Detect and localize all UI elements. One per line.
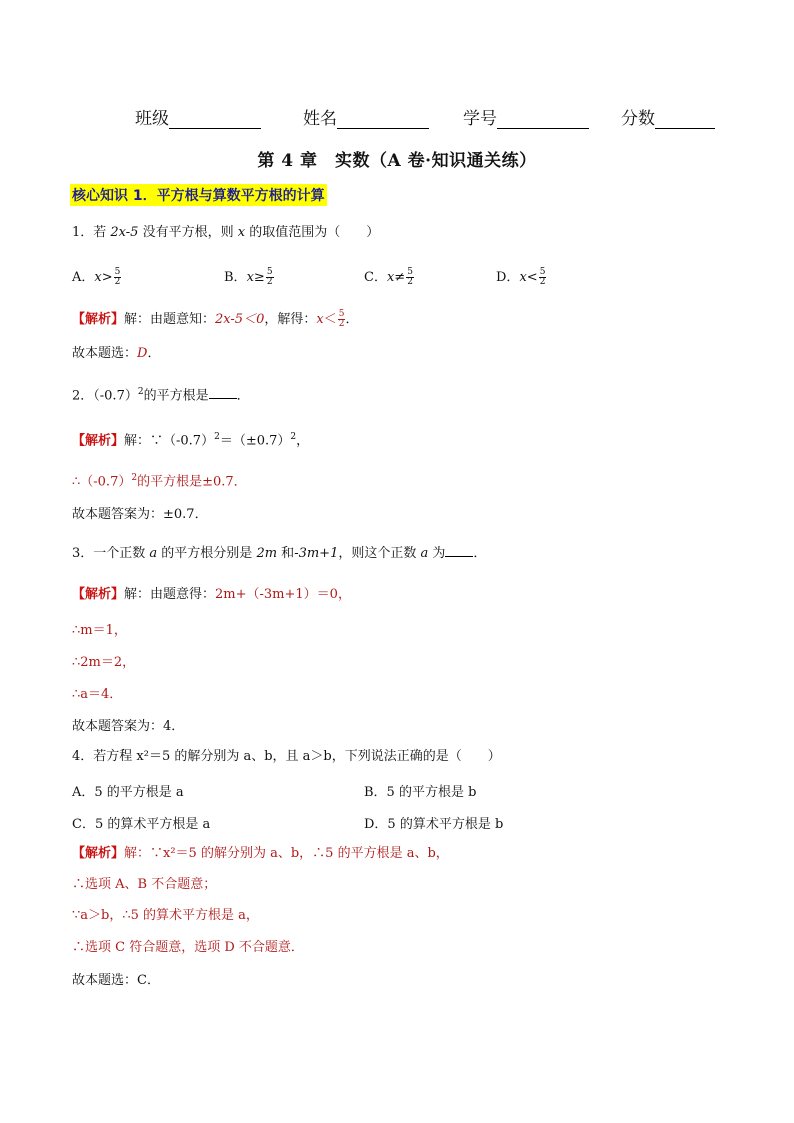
- fraction: $\frac{5}{2}$: [114, 267, 121, 287]
- id-field[interactable]: [463, 104, 589, 129]
- q1-option-d[interactable]: D．x< $\frac{5}{2}$: [496, 267, 546, 287]
- q1-option-c[interactable]: C．x≠ $\frac{5}{2}$: [364, 267, 413, 287]
- score-label: 分数: [621, 109, 655, 129]
- score-field[interactable]: [621, 104, 715, 129]
- name-blank[interactable]: [337, 110, 429, 129]
- name-label: 姓名: [303, 109, 337, 129]
- q4-step-2: ∵a＞b，∴5 的算术平方根是 a，: [72, 908, 259, 923]
- answer-blank[interactable]: [209, 386, 237, 399]
- id-blank[interactable]: [497, 110, 589, 129]
- q4-step-1: ∴选项 A、B 不合题意；: [72, 877, 217, 892]
- q3-stem: 3．一个正数 a 的平方根分别是 2m 和-3m+1，则这个正数 a 为 ．: [72, 546, 487, 561]
- q1-stem: 1．若 2x-5 没有平方根，则 x 的取值范围为（ ）: [72, 225, 380, 240]
- score-blank[interactable]: [655, 110, 715, 129]
- q2-answer: 故本题答案为：±0.7．: [72, 507, 208, 522]
- q3-step-2: ∴2m＝2，: [72, 655, 136, 670]
- id-label: 学号: [463, 109, 497, 129]
- q3-step-3: ∴a＝4．: [72, 687, 123, 702]
- fraction: $\frac{5}{2}$: [266, 267, 273, 287]
- answer-blank[interactable]: [445, 544, 473, 557]
- q4-analysis: 【解析】解：∵x²＝5 的解分别为 a、b，∴5 的平方根是 a、b，: [72, 846, 449, 861]
- q2-analysis: 【解析】解：$\because(-0.7)^2=(\pm 0.7)^2$，: [72, 432, 310, 449]
- fraction: $\frac{5}{2}$: [338, 309, 345, 329]
- fraction: $\frac{5}{2}$: [539, 267, 546, 287]
- q2-analysis-line2: $\therefore(-0.7)^2$的平方根是±0.7．: [72, 473, 247, 490]
- q1-option-a[interactable]: A．x> $\frac{5}{2}$: [72, 267, 121, 287]
- student-info-row: [135, 104, 735, 130]
- class-label: 班级: [135, 109, 169, 129]
- q4-stem: 4．若方程 x²＝5 的解分别为 a、b，且 a＞b，下列说法正确的是（ ）: [72, 749, 501, 764]
- q2-stem: 2．$(-0.7)^2$的平方根是 ．: [72, 387, 250, 404]
- q4-answer: 故本题选：C．: [72, 973, 160, 988]
- q1-option-b[interactable]: B．x≥ $\frac{5}{2}$: [224, 267, 273, 287]
- name-field[interactable]: [303, 104, 429, 129]
- q1-answer: 故本题选：D．: [72, 346, 161, 361]
- class-field[interactable]: [135, 104, 261, 129]
- q3-answer: 故本题答案为：4．: [72, 719, 185, 734]
- q4-option-c[interactable]: C．5 的算术平方根是 a: [72, 817, 211, 832]
- q4-option-d[interactable]: D．5 的算术平方根是 b: [364, 817, 504, 832]
- q4-option-a[interactable]: A．5 的平方根是 a: [72, 785, 184, 800]
- page-title: 第 4 章 实数（A 卷·知识通关练）: [257, 151, 537, 171]
- section-heading: 核心知识 1．平方根与算数平方根的计算: [70, 184, 327, 206]
- fraction: $\frac{5}{2}$: [407, 267, 413, 287]
- q4-option-b[interactable]: B．5 的平方根是 b: [364, 785, 477, 800]
- q3-step-1: ∴m＝1，: [72, 623, 127, 638]
- q4-step-3: ∴选项 C 符合题意，选项 D 不合题意．: [72, 940, 304, 955]
- q3-analysis: 【解析】解：由题意得：2m+（-3m+1）＝0，: [72, 587, 351, 602]
- q1-analysis: 【解析】解：由题意知：2x-5＜0，解得：x＜ $\frac{5}{2}$ ．: [72, 309, 359, 329]
- class-blank[interactable]: [169, 110, 261, 129]
